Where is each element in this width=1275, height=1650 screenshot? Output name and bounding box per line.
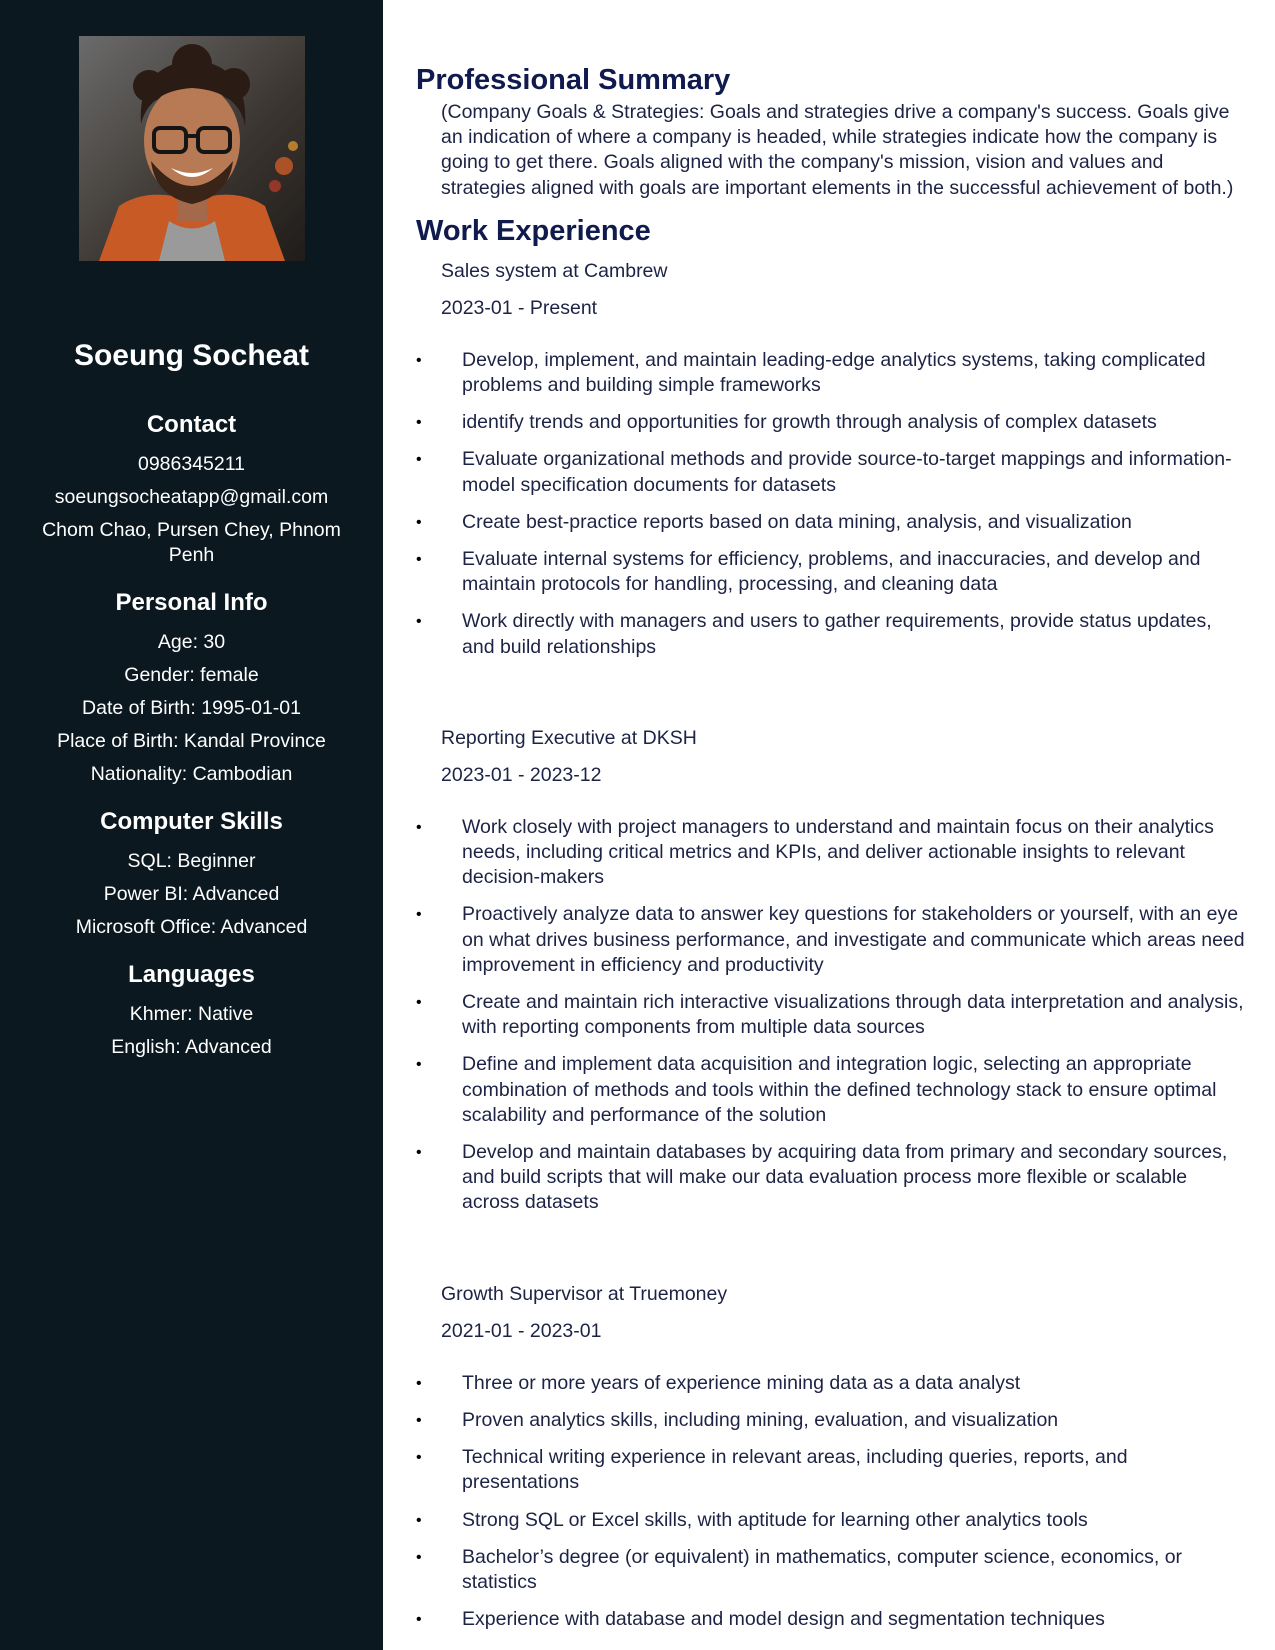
- phone-number: 0986345211: [137, 453, 245, 475]
- duty-text: Work closely with project managers to understand and maintain focus on their analytics needs, including critical metrics and KPIs, and deliver actionable insights to relevant decision-makers: [462, 815, 1214, 889]
- duty-text: Develop and maintain databases by acquiring data from primary and secondary sources, and build scripts that will make our data evaluation process more flexible or scalable across datasets: [462, 1141, 1228, 1214]
- duty-item: [416, 1445, 1246, 1495]
- job-spacer: [416, 672, 1246, 716]
- profile-photo-illustration: [79, 36, 305, 261]
- duty-text: Technical writing experience in relevant areas, including queries, reports, and presentations: [462, 1446, 1128, 1494]
- personal-info-section: [0, 588, 383, 787]
- bullet-icon: [416, 815, 462, 840]
- bullet-icon: [416, 1408, 462, 1433]
- duty-text: Bachelor’s degree (or equivalent) in mathematics, computer science, economics, or statistics: [462, 1545, 1183, 1593]
- bullet-icon: [416, 609, 462, 634]
- duty-list: [416, 815, 1246, 1216]
- summary-heading: Professional Summary: [416, 64, 731, 96]
- home-address: Chom Chao, Pursen Chey, Phnom Penh: [42, 519, 341, 566]
- job-dates: 2021-01 - 2023-01: [441, 1319, 602, 1342]
- bullet-icon: [416, 510, 462, 535]
- bullet-icon: [416, 447, 462, 472]
- job-title: Growth Supervisor at Truemoney: [441, 1282, 728, 1305]
- duty-item: [416, 1408, 1246, 1433]
- bullet-icon: [416, 1445, 462, 1470]
- duty-item: [416, 1371, 1246, 1396]
- duty-item: [416, 1545, 1246, 1595]
- duty-text: Work directly with managers and users to gather requirements, provide status updates, and build relationships: [462, 610, 1212, 658]
- job-title: Sales system at Cambrew: [441, 259, 668, 282]
- profile-photo: [79, 36, 305, 261]
- bullet-icon: [416, 547, 462, 572]
- bullet-icon: [416, 1508, 462, 1533]
- duty-text: Create best-practice reports based on data mining, analysis, and visualization: [462, 510, 1132, 533]
- duty-text: Proven analytics skills, including mining, evaluation, and visualization: [462, 1408, 1059, 1431]
- duty-list: [416, 1371, 1246, 1633]
- summary-text: (Company Goals & Strategies: Goals and strategies drive a company's success. Goals give an indication of where a company is headed, while strategies indicate how the company is going to get there. Goals aligned with the company's mission, vision and values and strategies aligned with goals are important elements in the successful achievement of both.): [441, 101, 1234, 199]
- age: Age: 30: [157, 631, 226, 653]
- duty-item: [416, 1607, 1246, 1632]
- bullet-icon: [416, 348, 462, 373]
- languages-section: [0, 960, 383, 1060]
- duty-text: Experience with database and model design and segmentation techniques: [462, 1608, 1105, 1631]
- duty-item: [416, 1052, 1246, 1128]
- nationality: Nationality: Cambodian: [90, 763, 293, 785]
- email-address: soeungsocheatapp@gmail.com: [54, 486, 329, 508]
- bullet-icon: [416, 1052, 462, 1077]
- job-entry: [441, 726, 1246, 1216]
- contact-heading: Contact: [146, 411, 237, 438]
- duty-text: Strong SQL or Excel skills, with aptitude for learning other analytics tools: [462, 1508, 1088, 1531]
- duty-text: Evaluate internal systems for efficiency, problems, and inaccuracies, and develop and maintain protocols for handling, processing, and cleaning data: [462, 548, 1201, 596]
- skill-item: Microsoft Office: Advanced: [75, 916, 308, 938]
- duty-item: [416, 1508, 1246, 1533]
- date-of-birth: Date of Birth: 1995-01-01: [82, 697, 301, 719]
- job-spacer: [416, 1228, 1246, 1272]
- gender: Gender: female: [124, 664, 259, 686]
- duty-item: [416, 410, 1246, 435]
- bullet-icon: [416, 1545, 462, 1570]
- bullet-icon: [416, 410, 462, 435]
- duty-item: [416, 1140, 1246, 1216]
- bullet-icon: [416, 1371, 462, 1396]
- languages-heading: Languages: [128, 961, 255, 988]
- computer-skills-heading: Computer Skills: [100, 808, 283, 835]
- computer-skills-section: [0, 807, 383, 940]
- duty-text: identify trends and opportunities for growth through analysis of complex datasets: [462, 411, 1157, 434]
- duty-text: Develop, implement, and maintain leading-edge analytics systems, taking complicated problems and building simple frameworks: [462, 348, 1206, 397]
- duty-text: Three or more years of experience mining data as a data analyst: [462, 1371, 1021, 1394]
- job-dates: 2023-01 - 2023-12: [441, 763, 602, 786]
- duty-item: [416, 547, 1246, 597]
- bullet-icon: [416, 1607, 462, 1632]
- sidebar: [0, 0, 383, 1650]
- language-item: Khmer: Native: [129, 1003, 254, 1025]
- personal-info-heading: Personal Info: [115, 589, 268, 616]
- experience-heading: Work Experience: [416, 214, 651, 247]
- duty-item: [416, 815, 1246, 891]
- language-item: English: Advanced: [111, 1036, 272, 1058]
- duty-item: [416, 902, 1246, 978]
- duty-item: [416, 510, 1246, 535]
- job-entry: [441, 1282, 1246, 1633]
- job-entry: [441, 259, 1246, 660]
- skill-item: Power BI: Advanced: [103, 883, 280, 905]
- duty-item: [416, 609, 1246, 659]
- full-name: Soeung Socheat: [73, 339, 310, 372]
- duty-list: [416, 348, 1246, 660]
- skill-item: SQL: Beginner: [127, 850, 256, 872]
- job-title: Reporting Executive at DKSH: [441, 726, 697, 749]
- sidebar-sections: [0, 410, 383, 1080]
- duty-item: [416, 447, 1246, 497]
- place-of-birth: Place of Birth: Kandal Province: [57, 730, 326, 752]
- duty-item: [416, 990, 1246, 1040]
- duty-text: Define and implement data acquisition and integration logic, selecting an appropriate combination of methods and tools within the defined technology stack to ensure optimal scalability and performance of the solution: [462, 1053, 1217, 1126]
- contact-section: [0, 410, 383, 568]
- duty-text: Evaluate organizational methods and provide source-to-target mappings and information-model specification documents for datasets: [462, 448, 1232, 496]
- main-content: [416, 62, 1246, 1644]
- duty-text: Create and maintain rich interactive visualizations through data interpretation and analysis, with reporting components from multiple data sources: [462, 991, 1244, 1039]
- bullet-icon: [416, 902, 462, 927]
- duty-text: Proactively analyze data to answer key questions for stakeholders or yourself, with an eye on what drives business performance, and investigate and communicate which areas need improvement in efficiency and productivity: [462, 903, 1245, 976]
- job-dates: 2023-01 - Present: [441, 296, 598, 319]
- duty-item: [416, 348, 1246, 398]
- bullet-icon: [416, 990, 462, 1015]
- bullet-icon: [416, 1140, 462, 1165]
